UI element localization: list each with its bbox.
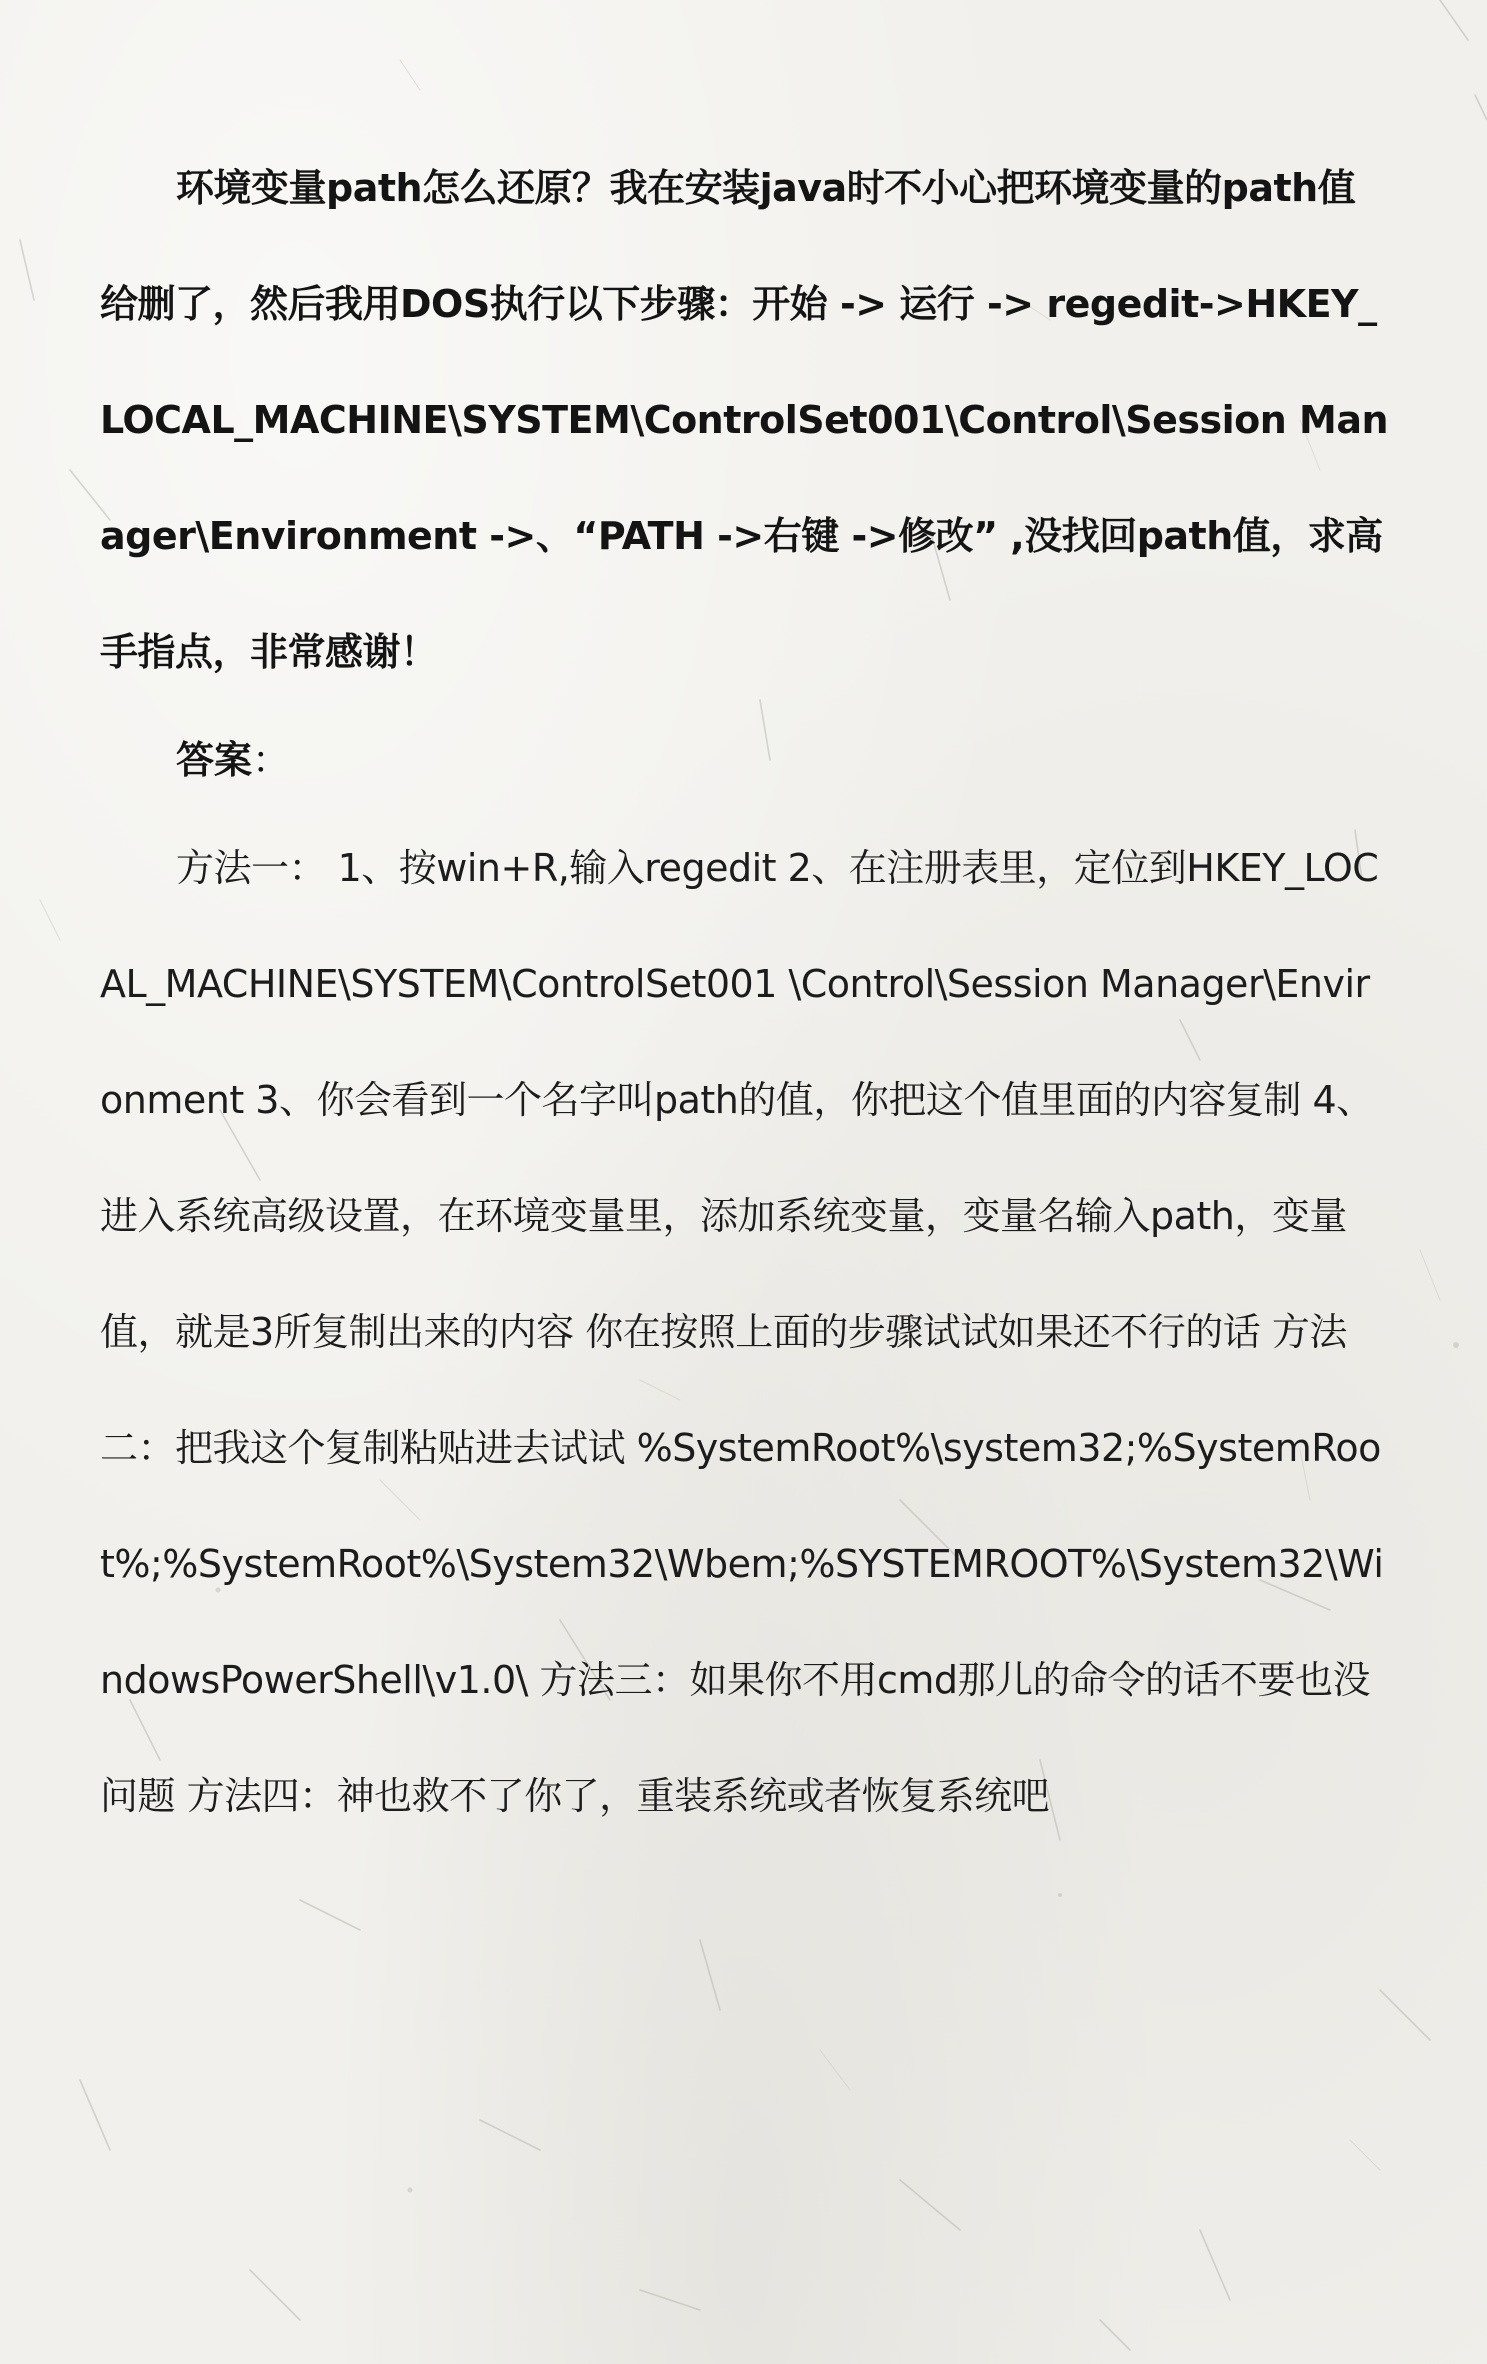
answer-paragraph: 方法一： 1、按win+R,输入regedit 2、在注册表里，定位到HKEY_LOCAL_MACHINE\SYSTEM\ControlSet001 \Control\Session Manager\Environment 3、你会看到一个名字叫path的值，你把这个值里面的内容复制 4、进入系统高级设置，在环境变量里，添加系统变量，变量名输入path，变量值，就是3所复制出来的内容 你在按照上面的步骤试试如果还不行的话 方法二：把我这个复制粘贴进去试试 %SystemRoot%\system32;%SystemRoot%;%SystemRoot%\System32\Wbem;%SYSTEMROOT%\System32\WindowsPowerShell\v1.0\ 方法三：如果你不用cmd那儿的命令的话不要也没问题 方法四：神也救不了你了，重装系统或者恢复系统吧: [100, 846, 1384, 1818]
document-content: [100, 130, 1390, 1854]
answer-label: 答案: [176, 738, 253, 782]
answer-heading: [100, 710, 1390, 810]
question-paragraph: 环境变量path怎么还原？我在安装java时不小心把环境变量的path值给删了，然后我用DOS执行以下步骤：开始 -> 运行 -> regedit->HKEY_LOCAL_MACHINE\SYSTEM\ControlSet001\Control\Session Manager\Environment ->、“PATH ->右键 ->修改” ,没找回path值，求高手指点，非常感谢！: [100, 166, 1389, 674]
answer-colon: ：: [252, 738, 291, 782]
